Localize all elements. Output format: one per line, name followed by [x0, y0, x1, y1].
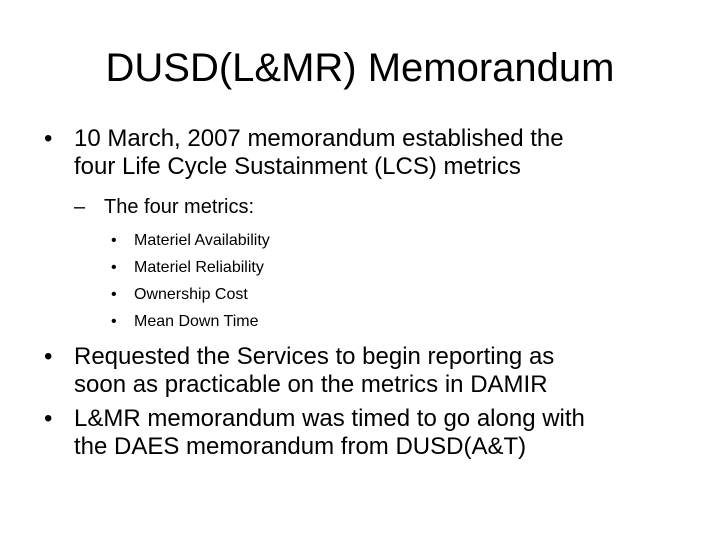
metric-item [0, 308, 720, 335]
metric-marker: • [111, 286, 117, 303]
sub-bullet-marker: – [74, 196, 86, 218]
metric-marker: • [111, 232, 117, 249]
bullet-text-line: L&MR memorandum was timed to go along with [74, 405, 585, 432]
metric-item [0, 227, 720, 254]
sub-bullet-text: The four metrics: [104, 196, 255, 218]
slide-content [0, 125, 720, 461]
bullet-lcs-memorandum [0, 125, 720, 181]
metric-text: Mean Down Time [134, 313, 259, 330]
bullet-marker: • [44, 405, 53, 432]
metric-marker: • [111, 313, 117, 330]
metric-text: Materiel Availability [134, 232, 270, 249]
bullet-text-line: Requested the Services to begin reporting as [74, 343, 555, 370]
metrics-list [0, 227, 720, 335]
bullet-text-line: soon as practicable on the metrics in DAMIR [74, 371, 548, 398]
bullet-requested-services [0, 343, 720, 399]
metric-item [0, 281, 720, 308]
slide-title: DUSD(L&MR) Memorandum [105, 46, 615, 90]
metric-text: Ownership Cost [134, 286, 248, 303]
bullet-marker: • [44, 125, 53, 152]
metric-text: Materiel Reliability [134, 259, 264, 276]
bullet-marker: • [44, 343, 53, 370]
bullet-text-line: the DAES memorandum from DUSD(A&T) [74, 433, 527, 460]
metric-marker: • [111, 259, 117, 276]
bullet-text-line: 10 March, 2007 memorandum established the [74, 125, 564, 152]
bullet-text-line: four Life Cycle Sustainment (LCS) metrics [74, 153, 521, 180]
sub-bullet-four-metrics [0, 195, 720, 219]
metric-item [0, 254, 720, 281]
bullet-lmr-timing [0, 405, 720, 461]
